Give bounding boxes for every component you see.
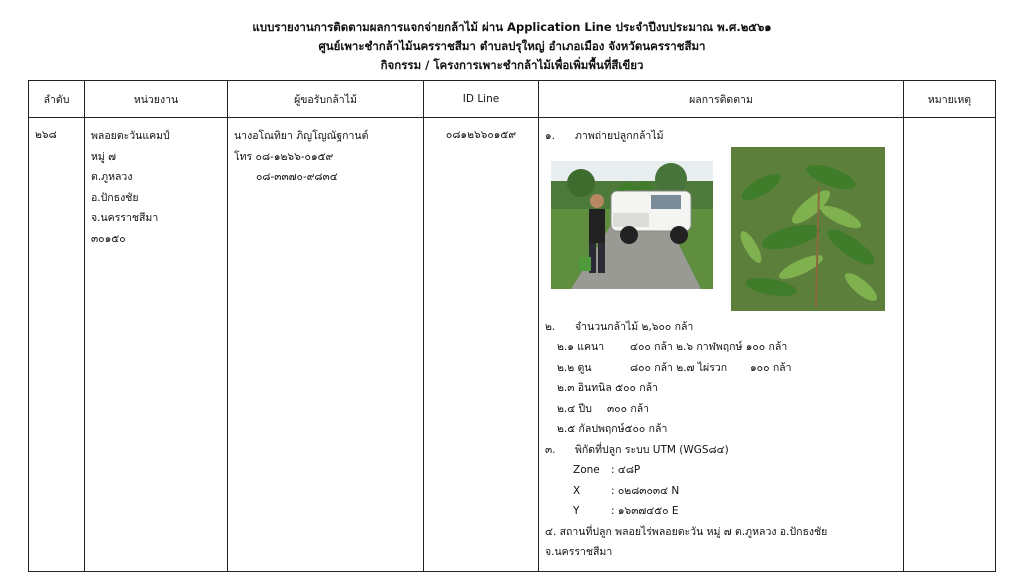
- result-item-3: [545, 440, 897, 461]
- result-item-3-text: พิกัดที่ปลูก ระบบ UTM (WGS๘๔): [575, 443, 729, 456]
- result-item-4: ๔. สถานที่ปลูก พลอยไร่พลอยตะวัน หมู่ ๗ ต.ภูหลวง อ.ปักธงชัย: [545, 525, 828, 538]
- result-item-1-number: ๑.: [545, 130, 556, 142]
- result-item-2-number: ๒.: [545, 320, 556, 333]
- col-header-agency: หน่วยงาน: [85, 81, 228, 118]
- seedling-type: ๒.๓ อินทนิล ๕๐๐ กล้า: [557, 382, 658, 394]
- table-row: [29, 118, 996, 572]
- col-header-no: ลำดับ: [29, 81, 85, 118]
- col-header-recipient: ผู้ขอรับกล้าไม้: [228, 81, 424, 118]
- col-header-result: ผลการติดตาม: [539, 81, 904, 118]
- agency-amphoe: อ.ปักธงชัย: [91, 191, 139, 204]
- agency-tambon: ต.ภูหลวง: [91, 171, 133, 183]
- planting-photos: [545, 147, 897, 317]
- coord-value: : ๑๖๓๗๔๕๐ E: [611, 505, 679, 517]
- col-header-remark: หมายเหตุ: [904, 81, 996, 118]
- recipient-name: นางอโณทิยา ภิญโญณัฐกานต์: [234, 130, 369, 142]
- result-item-4-province: จ.นครราชสีมา: [545, 546, 613, 558]
- coord-label: Y: [573, 505, 580, 517]
- cell-remark: [904, 118, 996, 572]
- row-number: ๒๖๘: [35, 129, 57, 141]
- coord-value: : ๐๒๘๓๐๓๔ N: [611, 484, 680, 497]
- list-item: [545, 419, 897, 440]
- coord-label: X: [573, 484, 581, 497]
- list-item: [545, 337, 897, 358]
- cell-no: [29, 118, 85, 572]
- agency-province: จ.นครราชสีมา: [91, 212, 159, 224]
- coord-label: Zone: [573, 464, 600, 476]
- recipient-phone-2: ๐๘-๓๓๗๐-๙๘๓๔: [256, 171, 338, 183]
- coord-value: : ๔๘P: [611, 464, 641, 476]
- cell-recipient: [228, 118, 424, 572]
- id-line-value: ๐๘๑๒๖๖๐๑๕๙: [445, 129, 517, 141]
- result-item-1-text: ภาพถ่ายปลูกกล้าไม้: [575, 130, 664, 142]
- list-item: [545, 399, 897, 420]
- cell-result: [539, 118, 904, 572]
- activity-name: กิจกรรม / โครงการเพาะชำกล้าไม้เพื่อเพิ่มพื้นที่สีเขียว: [380, 58, 644, 72]
- result-item-2-text: จำนวนกล้าไม้ ๒,๖๐๐ กล้า: [575, 320, 694, 333]
- seedling-count: ๔๐๐ กล้า ๒.๖ กาฬพฤกษ์ ๑๐๐ กล้า: [630, 341, 788, 353]
- cell-id-line: [424, 118, 539, 572]
- cell-agency: [85, 118, 228, 572]
- seedling-type: ๒.๑ แคนา: [557, 341, 605, 353]
- agency-name: พลอยตะวันแคมป์: [91, 130, 170, 142]
- photo-planted-seedling: [731, 147, 885, 311]
- center-name: ศูนย์เพาะชำกล้าไม้นครราชสีมา ตำบลปรุใหญ่ อำเภอเมือง จังหวัดนครราชสีมา: [318, 39, 706, 53]
- seedling-type: ๒.๕ กัลปพฤกษ์๕๐๐ กล้า: [557, 423, 668, 435]
- report-header: [0, 18, 1024, 75]
- result-item-3-number: ๓.: [545, 443, 556, 456]
- col-header-id-line: ID Line: [424, 81, 539, 118]
- seedling-type: ๒.๔ ปีบ: [557, 402, 592, 415]
- seedling-count: ๓๐๐ กล้า: [607, 402, 650, 415]
- table-header-row: [29, 81, 996, 118]
- photo-truck-seedlings: [551, 161, 713, 289]
- result-item-2: [545, 317, 897, 338]
- seedling-count: ๘๐๐ กล้า ๒.๗ ไผ่รวก: [630, 361, 728, 374]
- report-title: แบบรายงานการติดตามผลการแจกจ่ายกล้าไม้ ผ่าน Application Line ประจำปีงบประมาณ พ.ศ.๒๕๖๑: [252, 20, 772, 34]
- report-table: [28, 80, 996, 572]
- seedling-count-extra: ๑๐๐ กล้า: [750, 361, 792, 374]
- list-item: [545, 358, 897, 379]
- recipient-phone-1: โทร ๐๘-๑๒๖๖-๐๑๕๙: [234, 150, 334, 163]
- seedling-type: ๒.๒ ตูน: [557, 361, 592, 374]
- list-item: [545, 378, 897, 399]
- agency-postcode: ๓๐๑๕๐: [91, 232, 126, 245]
- result-item-1: [545, 126, 897, 147]
- coord-row: [545, 481, 897, 502]
- coord-row: [545, 460, 897, 481]
- coord-row: [545, 501, 897, 522]
- agency-moo: หมู่ ๗: [91, 150, 117, 163]
